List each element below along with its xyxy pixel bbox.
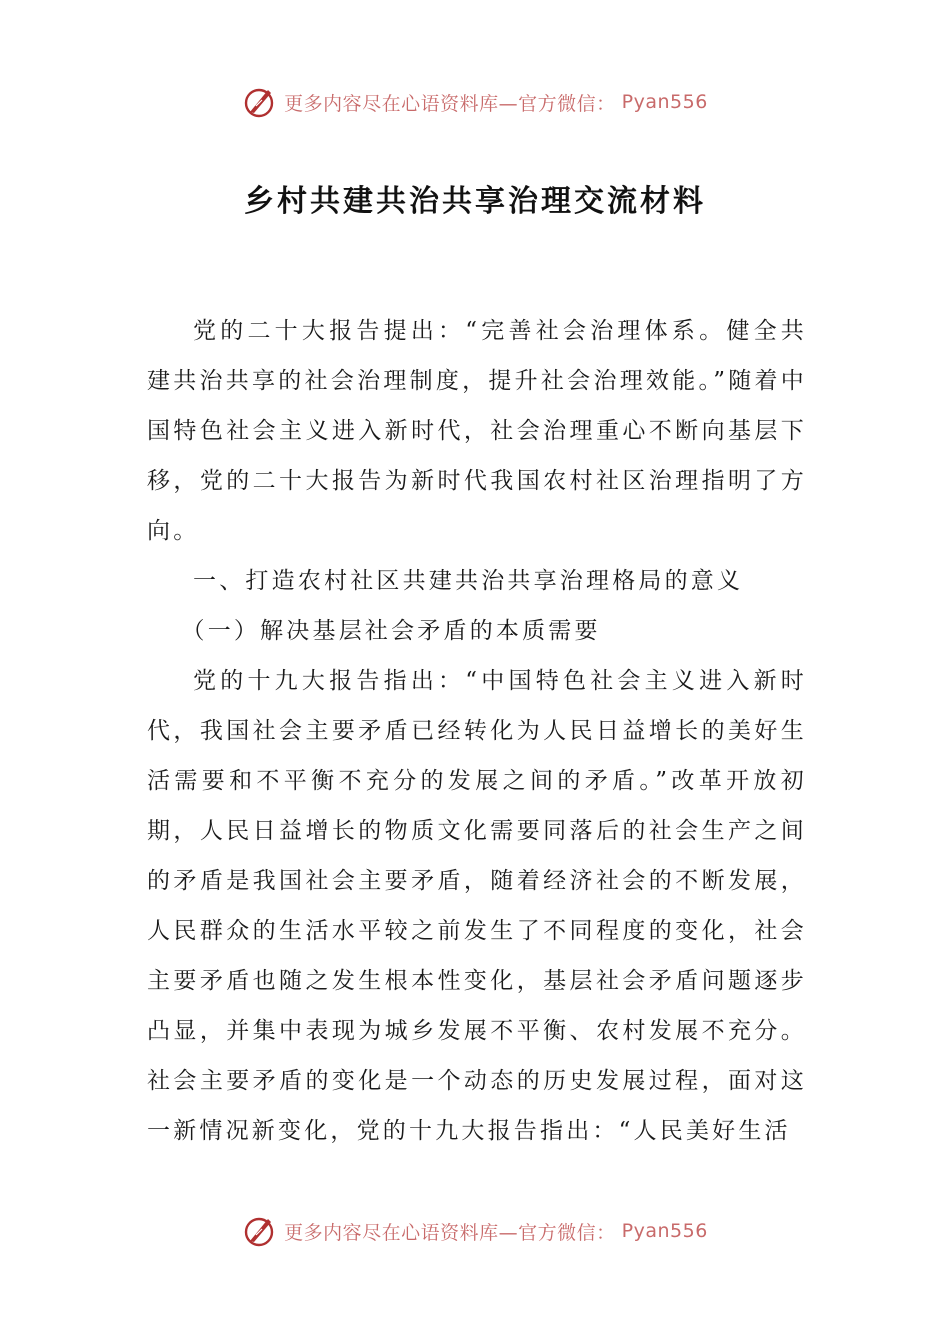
quill-circle-icon <box>242 1213 278 1249</box>
quill-circle-icon <box>242 84 278 120</box>
paragraph: 党的十九大报告指出：“中国特色社会主义进入新时代，我国社会主要矛盾已经转化为人民日益增长的美好生活需要和不平衡不充分的发展之间的矛盾。”改革开放初期，人民日益增长的物质文化需要同落后的社会生产之间的矛盾是我国社会主要矛盾，随着经济社会的不断发展，人民群众的生活水平较之前发生了不同程度的变化，社会主要矛盾也随之发生根本性变化，基层社会矛盾问题逐步凸显，并集中表现为城乡发展不平衡、农村发展不充分。社会主要矛盾的变化是一个动态的历史发展过程，面对这一新情况新变化，党的十九大报告指出：“人民美好生活 <box>147 668 807 1144</box>
subsection-heading: （一）解决基层社会矛盾的本质需要 <box>181 618 601 644</box>
section-heading: 一、打造农村社区共建共治共享治理格局的意义 <box>193 568 744 594</box>
paragraph: 党的二十大报告提出：“完善社会治理体系。健全共建共治共享的社会治理制度，提升社会治理效能。”随着中国特色社会主义进入新时代，社会治理重心不断向基层下移，党的二十大报告为新时代我国农村社区治理指明了方向。 <box>147 318 807 544</box>
banner-text: 更多内容尽在心语资料库—官方微信： <box>284 92 616 115</box>
document-title: 乡村共建共治共享治理交流材料 <box>244 184 706 219</box>
header-banner <box>0 82 950 122</box>
banner-wechat-id: Pyan556 <box>621 1220 708 1242</box>
banner-wechat-id: Pyan556 <box>621 91 708 113</box>
banner-text: 更多内容尽在心语资料库—官方微信： <box>284 1221 616 1244</box>
document-body <box>147 306 807 1156</box>
footer-banner <box>0 1211 950 1251</box>
